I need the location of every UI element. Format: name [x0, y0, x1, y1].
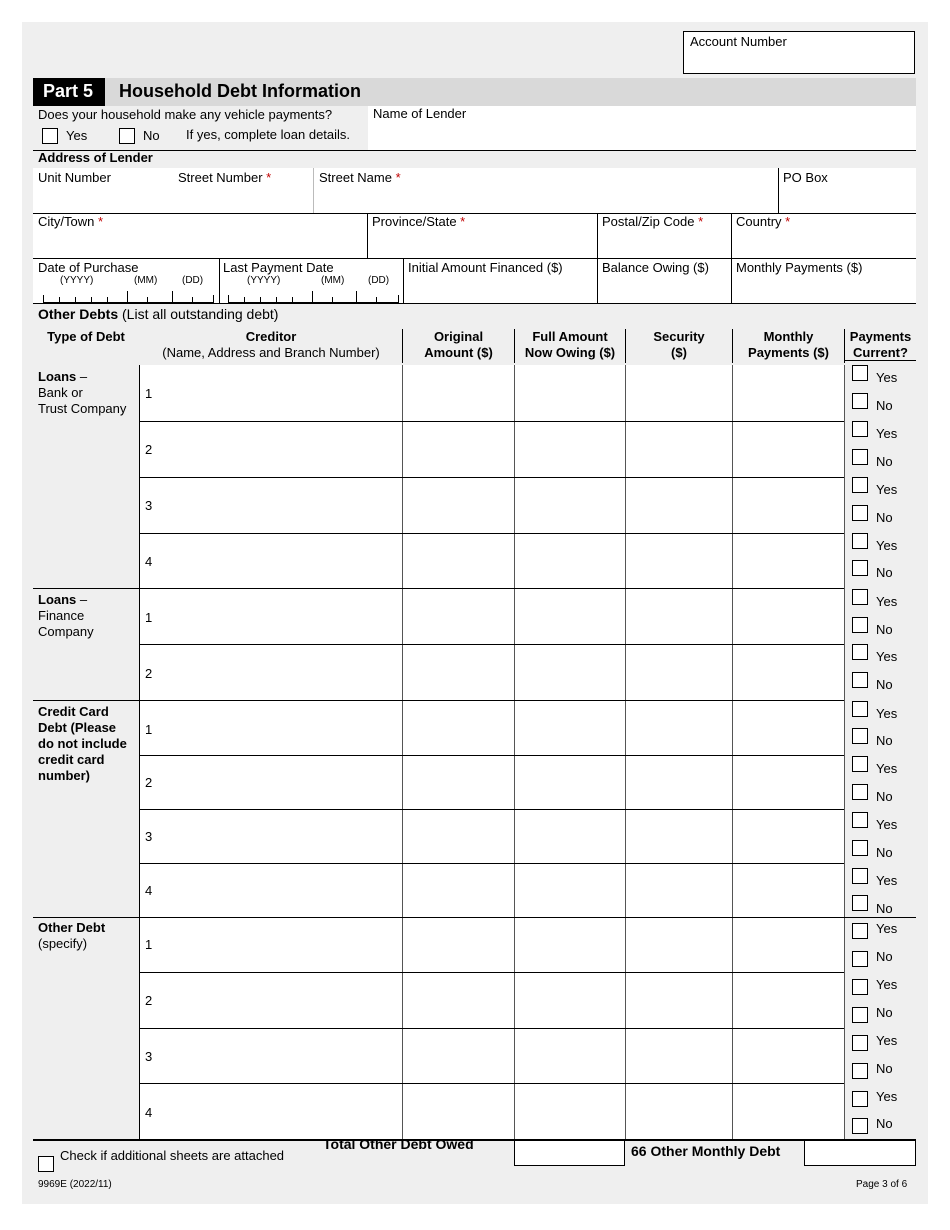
dop-mm: (MM) — [134, 275, 158, 286]
page-number: Page 3 of 6 — [856, 1179, 908, 1190]
finance-row-1: 1 — [145, 610, 153, 625]
total-owed-field[interactable] — [514, 1140, 625, 1166]
current-no-checkbox[interactable] — [852, 840, 868, 856]
current-no-checkbox[interactable] — [852, 895, 868, 911]
cc-row-1: 1 — [145, 722, 153, 737]
current-no-checkbox[interactable] — [852, 784, 868, 800]
current-no-label: No — [876, 949, 893, 964]
current-no-label: No — [876, 510, 893, 525]
current-no-label: No — [876, 565, 893, 580]
date-of-purchase-label: Date of Purchase — [38, 260, 139, 275]
last-payment-date-field[interactable] — [220, 259, 403, 303]
additional-sheets-checkbox[interactable] — [38, 1156, 54, 1172]
current-no-checkbox[interactable] — [852, 449, 868, 465]
lpd-mm: (MM) — [321, 275, 345, 286]
street-number-label: Street Number * — [178, 170, 272, 185]
current-yes-label: Yes — [876, 977, 898, 992]
current-yes-checkbox[interactable] — [852, 701, 868, 717]
account-number-label: Account Number — [690, 34, 787, 49]
current-no-label: No — [876, 454, 893, 469]
current-no-checkbox[interactable] — [852, 1007, 868, 1023]
other-debts-title: Other Debts (List all outstanding debt) — [38, 306, 279, 322]
last-payment-date-label: Last Payment Date — [223, 260, 334, 275]
date-of-purchase-field[interactable] — [33, 259, 219, 303]
country-label: Country * — [736, 214, 791, 229]
finance-row-2: 2 — [145, 666, 153, 681]
group-finance-label: Loans – Finance Company — [38, 592, 94, 639]
section-title: Household Debt Information — [119, 81, 361, 101]
vehicle-question: Does your household make any vehicle payments? — [38, 107, 333, 122]
monthly-debt-field[interactable] — [804, 1140, 916, 1166]
monthly-payments-label: Monthly Payments ($) — [736, 260, 863, 275]
lpd-yyyy: (YYYY) — [247, 275, 281, 286]
current-yes-checkbox[interactable] — [852, 923, 868, 939]
current-no-label: No — [876, 845, 893, 860]
vehicle-hint: If yes, complete loan details. — [186, 127, 351, 142]
city-field[interactable] — [33, 214, 367, 258]
street-name-field[interactable] — [314, 168, 778, 214]
current-yes-checkbox[interactable] — [852, 365, 868, 381]
current-yes-label: Yes — [876, 921, 898, 936]
current-yes-label: Yes — [876, 1033, 898, 1048]
current-yes-label: Yes — [876, 706, 898, 721]
street-number-field[interactable] — [173, 168, 313, 214]
current-yes-checkbox[interactable] — [852, 589, 868, 605]
monthly-debt-label: 66 Other Monthly Debt — [631, 1143, 781, 1159]
current-no-checkbox[interactable] — [852, 1063, 868, 1079]
vehicle-yes-label: Yes — [66, 128, 88, 143]
other-row-4: 4 — [145, 1105, 153, 1120]
lpd-dd: (DD) — [368, 275, 390, 286]
balance-owing-label: Balance Owing ($) — [602, 260, 709, 275]
current-no-checkbox[interactable] — [852, 617, 868, 633]
current-no-label: No — [876, 398, 893, 413]
initial-amount-label: Initial Amount Financed ($) — [408, 260, 563, 275]
current-yes-label: Yes — [876, 538, 898, 553]
current-yes-checkbox[interactable] — [852, 868, 868, 884]
current-yes-checkbox[interactable] — [852, 979, 868, 995]
current-yes-label: Yes — [876, 761, 898, 776]
current-yes-checkbox[interactable] — [852, 1091, 868, 1107]
current-yes-checkbox[interactable] — [852, 644, 868, 660]
current-no-label: No — [876, 622, 893, 637]
debt-table-body — [140, 365, 844, 1139]
balance-owing-field[interactable] — [598, 259, 731, 303]
initial-amount-field[interactable] — [404, 259, 597, 303]
current-no-label: No — [876, 1116, 893, 1131]
current-no-checkbox[interactable] — [852, 728, 868, 744]
current-no-checkbox[interactable] — [852, 393, 868, 409]
bank-row-3: 3 — [145, 498, 153, 513]
current-no-checkbox[interactable] — [852, 1118, 868, 1134]
dop-yyyy: (YYYY) — [60, 275, 94, 286]
bank-row-1: 1 — [145, 386, 153, 401]
current-yes-label: Yes — [876, 873, 898, 888]
current-yes-checkbox[interactable] — [852, 756, 868, 772]
dop-dd: (DD) — [182, 275, 204, 286]
bank-row-2: 2 — [145, 442, 153, 457]
current-no-label: No — [876, 789, 893, 804]
form-code: 9969E (2022/11) — [38, 1179, 112, 1190]
vehicle-yes-checkbox[interactable] — [42, 128, 58, 144]
col-full-amount: Full Amount Now Owing ($) — [524, 329, 616, 360]
current-yes-label: Yes — [876, 649, 898, 664]
current-yes-checkbox[interactable] — [852, 477, 868, 493]
vehicle-no-label: No — [143, 128, 160, 143]
postal-label: Postal/Zip Code * — [602, 214, 704, 229]
col-original: Original Amount ($) — [424, 329, 493, 360]
cc-row-2: 2 — [145, 775, 153, 790]
current-yes-label: Yes — [876, 370, 898, 385]
col-monthly: Monthly Payments ($) — [748, 329, 829, 360]
bank-row-4: 4 — [145, 554, 153, 569]
other-row-3: 3 — [145, 1049, 153, 1064]
total-owed-label: Total Other Debt Owed — [323, 1136, 474, 1152]
form-page — [22, 22, 928, 1204]
current-no-checkbox[interactable] — [852, 672, 868, 688]
current-no-checkbox[interactable] — [852, 505, 868, 521]
vehicle-no-checkbox[interactable] — [119, 128, 135, 144]
col-type: Type of Debt — [47, 329, 125, 344]
current-yes-checkbox[interactable] — [852, 533, 868, 549]
cc-row-4: 4 — [145, 883, 153, 898]
current-yes-checkbox[interactable] — [852, 421, 868, 437]
po-box-label: PO Box — [783, 170, 828, 185]
po-box-field[interactable] — [779, 168, 916, 214]
group-credit-card-label: Credit Card Debt (Please do not include credit card number) — [38, 704, 127, 783]
current-no-label: No — [876, 1005, 893, 1020]
other-row-2: 2 — [145, 993, 153, 1008]
account-number-field[interactable] — [683, 31, 915, 74]
address-heading: Address of Lender — [38, 150, 153, 165]
lender-name-field[interactable] — [368, 106, 916, 150]
additional-sheets-label: Check if additional sheets are attached — [60, 1148, 285, 1163]
postal-field[interactable] — [598, 214, 731, 258]
col-security: Security ($) — [653, 329, 705, 360]
col-payments-current: Payments Current? — [849, 329, 912, 360]
other-row-1: 1 — [145, 937, 153, 952]
unit-number-label: Unit Number — [38, 170, 111, 185]
current-no-label: No — [876, 677, 893, 692]
province-label: Province/State * — [372, 214, 466, 229]
unit-number-field[interactable] — [33, 168, 173, 214]
current-no-checkbox[interactable] — [852, 560, 868, 576]
current-no-label: No — [876, 733, 893, 748]
city-label: City/Town * — [38, 214, 104, 229]
current-yes-checkbox[interactable] — [852, 812, 868, 828]
cc-row-3: 3 — [145, 829, 153, 844]
current-yes-label: Yes — [876, 426, 898, 441]
current-yes-label: Yes — [876, 1089, 898, 1104]
current-yes-label: Yes — [876, 817, 898, 832]
current-yes-label: Yes — [876, 594, 898, 609]
current-yes-checkbox[interactable] — [852, 1035, 868, 1051]
part-label: Part 5 — [43, 81, 94, 101]
monthly-payments-field[interactable] — [732, 259, 916, 303]
country-field[interactable] — [732, 214, 916, 258]
current-no-label: No — [876, 901, 893, 916]
group-bank-label: Loans – Bank or Trust Company — [38, 369, 127, 416]
current-no-label: No — [876, 1061, 893, 1076]
current-yes-label: Yes — [876, 482, 898, 497]
current-no-checkbox[interactable] — [852, 951, 868, 967]
lender-name-label: Name of Lender — [373, 106, 467, 121]
street-name-label: Street Name * — [319, 170, 401, 185]
col-creditor: Creditor (Name, Address and Branch Number) — [162, 329, 380, 360]
province-field[interactable] — [368, 214, 597, 258]
group-other-debt-label: Other Debt (specify) — [38, 920, 106, 951]
